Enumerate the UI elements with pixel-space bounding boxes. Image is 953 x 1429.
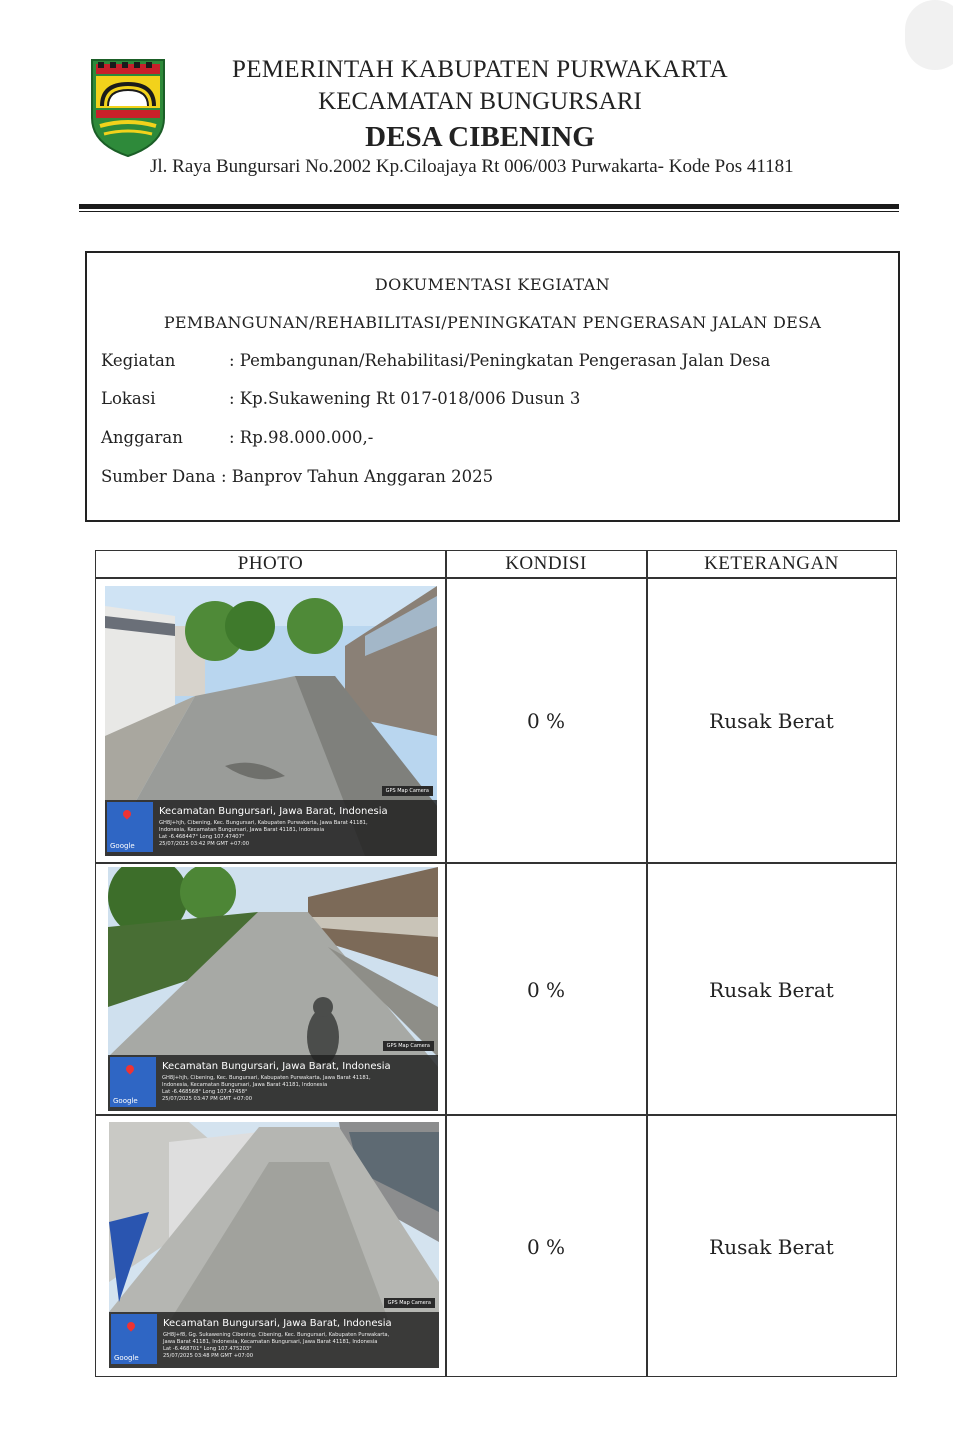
info-label: Sumber Dana	[101, 467, 216, 486]
map-thumbnail	[111, 1314, 157, 1364]
kondisi-value: 0 %	[526, 978, 566, 1002]
road-photo[interactable]	[108, 867, 438, 1111]
gps-camera-badge: GPS Map Camera	[384, 1298, 435, 1308]
keterangan-value: Rusak Berat	[709, 1235, 834, 1259]
gps-camera-badge: GPS Map Camera	[383, 1041, 434, 1051]
district-name: KECAMATAN BUNGURSARI	[318, 88, 642, 115]
info-row-lokasi	[101, 389, 580, 408]
info-row-sumber-dana	[101, 467, 493, 486]
map-label: Google	[110, 842, 135, 850]
scan-artifact	[905, 0, 953, 70]
info-label: Anggaran	[101, 428, 183, 447]
table-divider	[96, 577, 896, 579]
photo-geotag-caption	[109, 1312, 439, 1368]
info-label: Kegiatan	[101, 351, 176, 370]
map-label: Google	[113, 1097, 138, 1105]
info-row-kegiatan	[101, 351, 770, 370]
info-row-anggaran	[101, 428, 373, 447]
header-rule-thin	[79, 211, 899, 212]
kondisi-value: 0 %	[526, 709, 566, 733]
village-name: DESA CIBENING	[365, 121, 595, 153]
map-pin-icon	[121, 808, 132, 819]
caption-detail: GH8J+hjh, Cibening, Kec. Bungursari, Kabupaten Purwakarta, Jawa Barat 41181, Indonesia, Kecamatan Bungursari, Jawa Barat 41181, Indonesia Lat -6.468568° Long 107.47458° 25/07/2025 03:47 PM GMT +07:00	[162, 1075, 371, 1102]
map-pin-icon	[124, 1063, 135, 1074]
table-divider	[96, 1114, 896, 1116]
header-rule-thick	[79, 204, 899, 209]
info-title: DOKUMENTASI KEGIATAN	[374, 275, 611, 294]
map-thumbnail	[110, 1057, 156, 1107]
road-photo[interactable]	[109, 1122, 439, 1368]
caption-detail: GH8J+hjh, Cibening, Kec. Bungursari, Kabupaten Purwakarta, Jawa Barat 41181, Indonesia, Kecamatan Bungursari, Jawa Barat 41181, Indonesia Lat -6.468447° Long 107.47407° 25/07/2025 03:42 PM GMT +07:00	[159, 820, 368, 847]
government-name: PEMERINTAH KABUPATEN PURWAKARTA	[232, 56, 728, 83]
caption-title: Kecamatan Bungursari, Jawa Barat, Indonesia	[162, 1061, 391, 1072]
column-header-keterangan: KETERANGAN	[704, 553, 839, 574]
documentation-table	[95, 550, 897, 1377]
info-subtitle: PEMBANGUNAN/REHABILITASI/PENINGKATAN PENGERASAN JALAN DESA	[163, 313, 822, 332]
info-value: : Kp.Sukawening Rt 017-018/006 Dusun 3	[229, 389, 581, 408]
column-header-kondisi: KONDISI	[505, 553, 587, 574]
info-value: : Banprov Tahun Anggaran 2025	[221, 467, 494, 486]
address: Jl. Raya Bungursari No.2002 Kp.Ciloajaya Rt 006/003 Purwakarta- Kode Pos 41181	[150, 156, 794, 177]
keterangan-value: Rusak Berat	[709, 978, 834, 1002]
info-label: Lokasi	[101, 389, 156, 408]
gps-camera-badge: GPS Map Camera	[382, 786, 433, 796]
info-value: : Pembangunan/Rehabilitasi/Peningkatan Pengerasan Jalan Desa	[229, 351, 771, 370]
map-pin-icon	[125, 1320, 136, 1331]
map-thumbnail	[107, 802, 153, 852]
column-header-photo: PHOTO	[237, 553, 304, 574]
activity-info-box	[85, 251, 900, 522]
road-photo[interactable]	[105, 586, 437, 856]
caption-title: Kecamatan Bungursari, Jawa Barat, Indonesia	[159, 806, 388, 817]
photo-geotag-caption	[105, 800, 437, 856]
caption-detail: GH8J+f8, Gg. Sukawening Cibening, Cibening, Kec. Bungursari, Kabupaten Purwakarta, Jawa Barat 41181, Indonesia, Kecamatan Bungursari, Jawa Barat 41181, Indonesia Lat -6.468701° Long 107.475203° 25/07/2025 03:48 PM GMT +07:00	[163, 1332, 390, 1359]
info-value: : Rp.98.000.000,-	[229, 428, 374, 447]
caption-title: Kecamatan Bungursari, Jawa Barat, Indonesia	[163, 1318, 392, 1329]
map-label: Google	[114, 1354, 139, 1362]
table-divider	[96, 862, 896, 864]
keterangan-value: Rusak Berat	[709, 709, 834, 733]
kondisi-value: 0 %	[526, 1235, 566, 1259]
photo-geotag-caption	[108, 1055, 438, 1111]
